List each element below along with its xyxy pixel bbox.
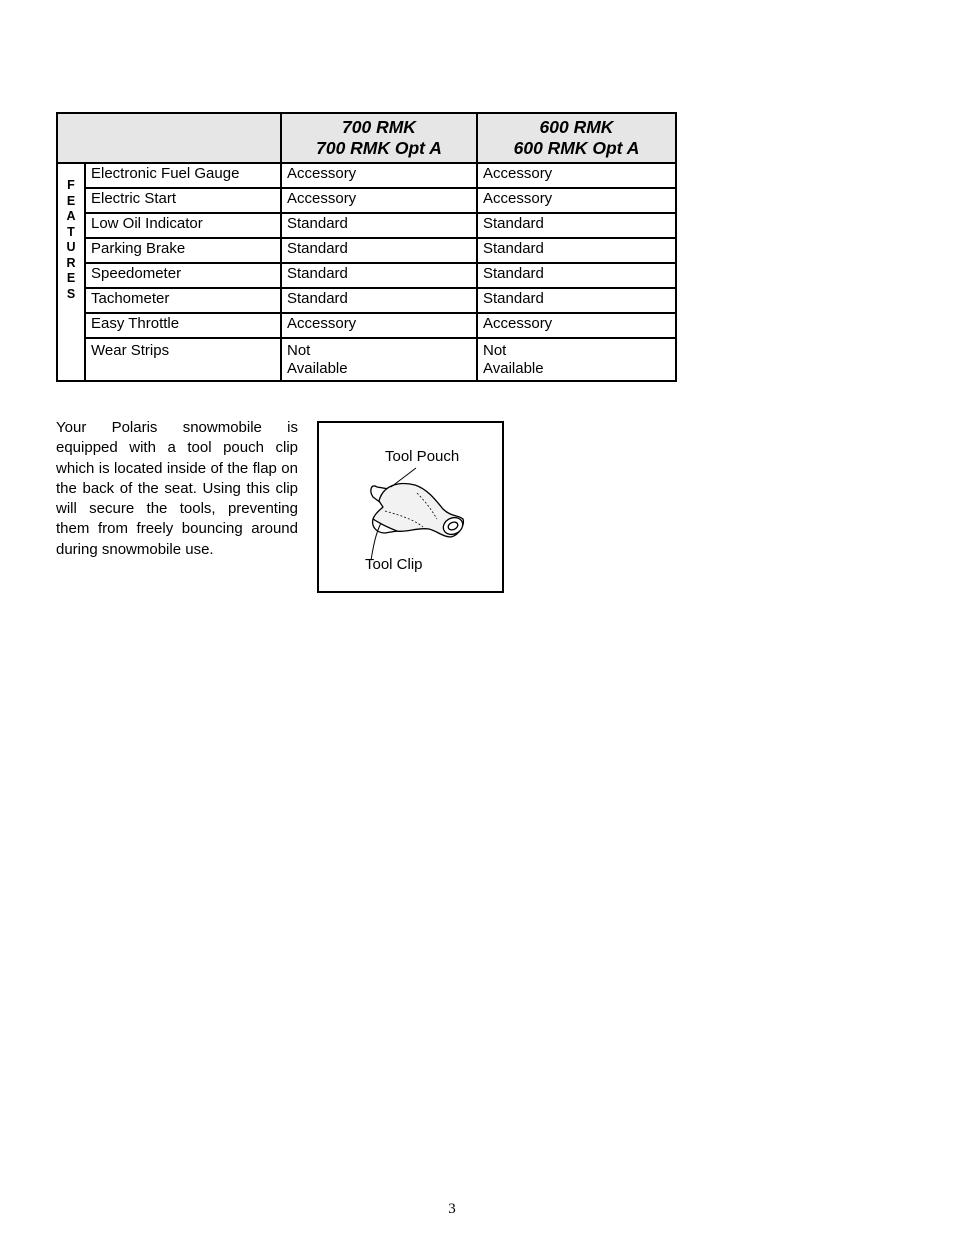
value-line: Not (287, 342, 311, 359)
table-row (57, 313, 676, 338)
features-letter: E (66, 271, 76, 285)
tool-pouch-figure (317, 421, 504, 593)
column-header-line2: 600 RMK Opt A (513, 138, 640, 158)
value-cell: Standard (477, 238, 676, 263)
features-letter: F (67, 178, 75, 192)
features-table (56, 112, 677, 382)
value-cell: Standard (477, 263, 676, 288)
table-row (57, 263, 676, 288)
table-row (57, 238, 676, 263)
value-line: Available (287, 360, 348, 377)
table-row (57, 338, 676, 381)
value-cell: Standard (281, 213, 477, 238)
value-cell: Standard (477, 288, 676, 313)
features-letter: U (66, 240, 76, 254)
column-header-700 (281, 113, 477, 163)
column-header-line1: 700 RMK (342, 117, 416, 137)
table-row (57, 188, 676, 213)
feature-name-cell: Parking Brake (85, 238, 281, 263)
feature-name-cell: Easy Throttle (85, 313, 281, 338)
value-cell (281, 338, 477, 381)
column-header-line1: 600 RMK (539, 117, 614, 137)
value-cell: Accessory (477, 188, 676, 213)
value-cell: Accessory (281, 163, 477, 188)
value-cell (477, 338, 676, 381)
features-letter: T (67, 224, 75, 239)
feature-name-cell: Electric Start (85, 188, 281, 213)
value-cell: Accessory (281, 188, 477, 213)
feature-name-cell: Electronic Fuel Gauge (85, 163, 281, 188)
features-vertical-label (57, 163, 85, 381)
value-cell: Standard (281, 238, 477, 263)
value-cell: Accessory (281, 313, 477, 338)
header-blank-cell (57, 113, 281, 163)
tool-pouch-paragraph: Your Polaris snowmobile is equipped with a tool pouch clip which is located inside of the flap on the back of the seat. Using this clip will secure the tools, preventing them from freely bouncing around during snowmobile use. (56, 419, 298, 558)
page-number: 3 (448, 1201, 456, 1217)
feature-name-cell: Speedometer (85, 263, 281, 288)
features-letter: E (66, 193, 76, 208)
value-line: Not (483, 342, 507, 359)
table-header-row (57, 113, 676, 163)
value-cell: Standard (281, 263, 477, 288)
tool-clip-label: Tool Clip (365, 556, 423, 573)
column-header-600 (477, 113, 676, 163)
feature-name-cell: Low Oil Indicator (85, 213, 281, 238)
features-letter: S (66, 286, 76, 301)
features-letter: A (66, 209, 76, 223)
column-header-line2: 700 RMK Opt A (316, 138, 442, 158)
value-cell: Accessory (477, 163, 676, 188)
value-cell: Accessory (477, 313, 676, 338)
table-row (57, 288, 676, 313)
value-cell: Standard (281, 288, 477, 313)
table-row (57, 213, 676, 238)
table-row (57, 163, 676, 188)
feature-name-cell: Wear Strips (85, 338, 281, 381)
tool-pouch-label: Tool Pouch (385, 448, 460, 465)
features-letter: R (66, 255, 76, 270)
feature-name-cell: Tachometer (85, 288, 281, 313)
value-cell: Standard (477, 213, 676, 238)
value-line: Available (483, 360, 544, 377)
